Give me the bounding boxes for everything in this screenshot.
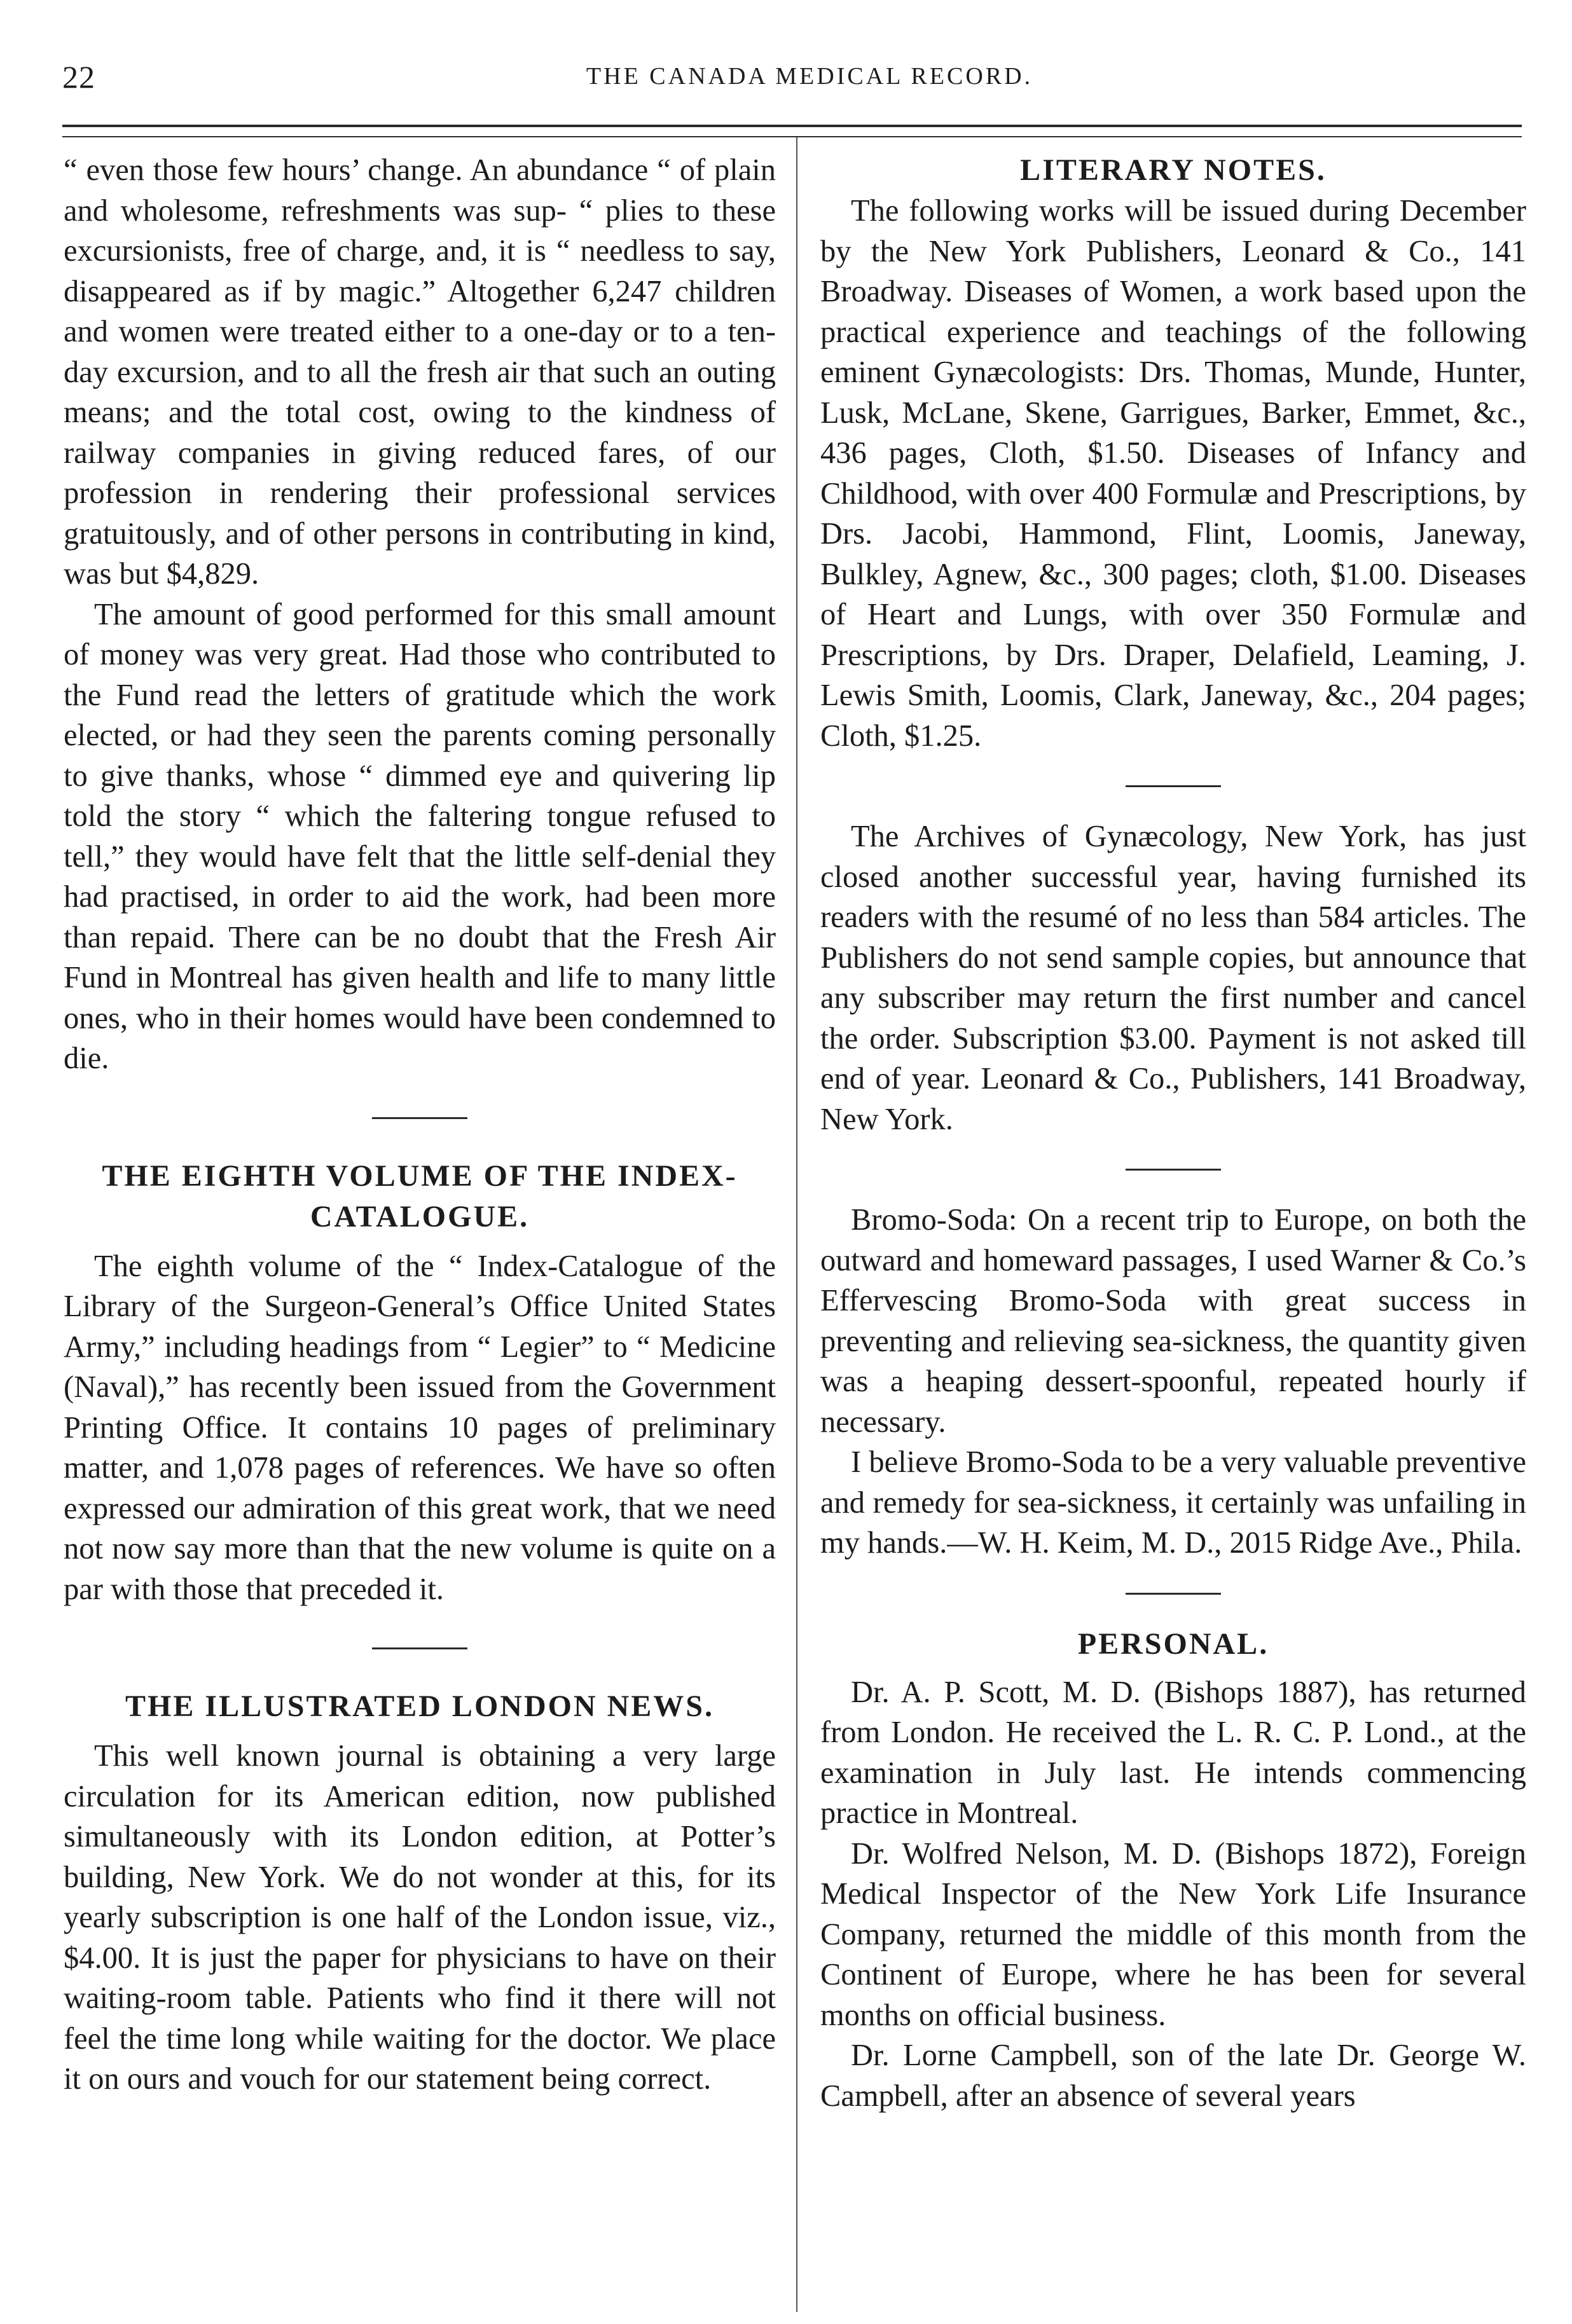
index-catalogue-text: The eighth volume of the “ Index-Catalogue of the Library of the Surgeon-General’s Office United States Army,” including headings from “ Legier” to “ Medicine (Naval),” has recently been issued from the Government Printing Office. It contains 10 pages of preliminary matter, and 1,078 pages of references. We have so often expressed our admiration of this great work, that we need not now say more than that the new volume is quite on a par with those that preceded it. bbox=[64, 1249, 776, 1606]
section-divider bbox=[372, 1117, 467, 1119]
personal-heading: PERSONAL. bbox=[1077, 1626, 1269, 1661]
personal-item: Dr. Wolfred Nelson, M. D. (Bishops 1872), Foreign Medical Inspector of the New York Life Insurance Company, returned the middle of this month from the Continent of Europe, where he has been for several months on official business. bbox=[820, 1836, 1526, 2032]
right-column bbox=[820, 150, 1526, 2116]
illustrated-london-news-heading: THE ILLUSTRATED LONDON NEWS. bbox=[125, 1689, 714, 1723]
index-catalogue-heading-line2: CATALOGUE. bbox=[310, 1199, 530, 1234]
personal-item: Dr. A. P. Scott, M. D. (Bishops 1887), has returned from London. He received the L. R. C. P. Lond., at the examination in July last. He intends commencing practice in Montreal. bbox=[820, 1675, 1526, 1830]
fresh-air-paragraph: The amount of good performed for this small amount of money was very great. Had those who contributed to the Fund read the letters of gratitude which the work elected, or had they seen the parents coming personally to give thanks, whose “ dimmed eye and quivering lip told the story “ which the faltering tongue refused to tell,” they would have felt that the little self-denial they had practised, in order to aid the work, had been more than repaid. There can be no doubt that the Fresh Air Fund in Montreal has given health and life to many little ones, who in their homes would have been condemned to die. bbox=[64, 597, 776, 1075]
literary-notes-text: The following works will be issued during December by the New York Publishers, Leonard & Co., 141 Broadway. Diseases of Women, a work based upon the practical experience and teachings of the following eminent Gynæcologists: Drs. Thomas, Munde, Hunter, Lusk, McLane, Skene, Garrigues, Barker, Emmet, &c., 436 pages, Cloth, $1.50. Diseases of Infancy and Childhood, with over 400 Formulæ and Prescriptions, by Drs. Jacobi, Hammond, Flint, Loomis, Janeway, Bulkley, Agnew, &c., 300 pages; cloth, $1.00. Diseases of Heart and Lungs, with over 350 Formulæ and Prescriptions, by Drs. Draper, Delafield, Leaming, J. Lewis Smith, Loomis, Clark, Janeway, &c., 204 pages; Cloth, $1.25. bbox=[820, 194, 1526, 753]
archives-gynaecology-text: The Archives of Gynæcology, New York, has just closed another successful year, having furnished its readers with the resumé of no less than 584 articles. The Publishers do not send sample copies, but announce that any subscriber may return the first number and cancel the order. Subscription $3.00. Payment is not asked till end of year. Leonard & Co., Publishers, 141 Broadway, New York. bbox=[820, 820, 1526, 1136]
index-catalogue-heading-line1: THE EIGHTH VOLUME OF THE INDEX- bbox=[102, 1159, 738, 1193]
illustrated-london-news-text: This well known journal is obtaining a very large circulation for its American edition, now published simultaneously with its London edition, at Potter’s building, New York. We do not wonder at this, for its yearly subscription is one half of the London issue, viz., $4.00. It is just the paper for physicians to have on their waiting-room table. Patients who find it there will not feel the time long while waiting for the doctor. We place it on ours and vouch for our statement being correct. bbox=[64, 1739, 776, 2096]
page-number: 22 bbox=[62, 59, 95, 95]
bromo-soda-text: Bromo-Soda: On a recent trip to Europe, on both the outward and homeward passages, I used Warner & Co.’s Effervescing Bromo-Soda with great success in preventing and relieving sea-sickness, the quantity given was a heaping dessert-spoonful, repeated hourly if necessary. bbox=[820, 1203, 1526, 1439]
literary-notes-heading: LITERARY NOTES. bbox=[1020, 153, 1327, 187]
bromo-soda-testimonial: I believe Bromo-Soda to be a very valuable preventive and remedy for sea-sickness, it certainly was unfailing in my hands.—W. H. Keim, M. D., 2015 Ridge Ave., Phila. bbox=[820, 1445, 1526, 1560]
section-divider bbox=[1126, 1169, 1221, 1171]
running-head bbox=[62, 58, 1506, 109]
section-divider bbox=[372, 1647, 467, 1649]
personal-item: Dr. Lorne Campbell, son of the late Dr. George W. Campbell, after an absence of several years bbox=[820, 2039, 1526, 2113]
column-divider bbox=[796, 137, 797, 2312]
header-double-rule bbox=[62, 125, 1522, 137]
left-column bbox=[64, 150, 776, 2100]
section-divider bbox=[1126, 785, 1221, 787]
fresh-air-quote-paragraph: “ even those few hours’ change. An abundance “ of plain and wholesome, refreshments was sup- “ plies to these excursionists, free of charge, and, it is “ needless to say, disappeared as if by magic.” Altogether 6,247 children and women were treated either to a one-day or to a ten-day excursion, and to all the fresh air that such an outing means; and the total cost, owing to the kindness of railway companies in giving reduced fares, of our profession in rendering their professional services gratuitously, and of other persons in contributing in kind, was but $4,829. bbox=[64, 153, 776, 591]
journal-title: THE CANADA MEDICAL RECORD. bbox=[586, 63, 1033, 90]
section-divider bbox=[1126, 1593, 1221, 1595]
